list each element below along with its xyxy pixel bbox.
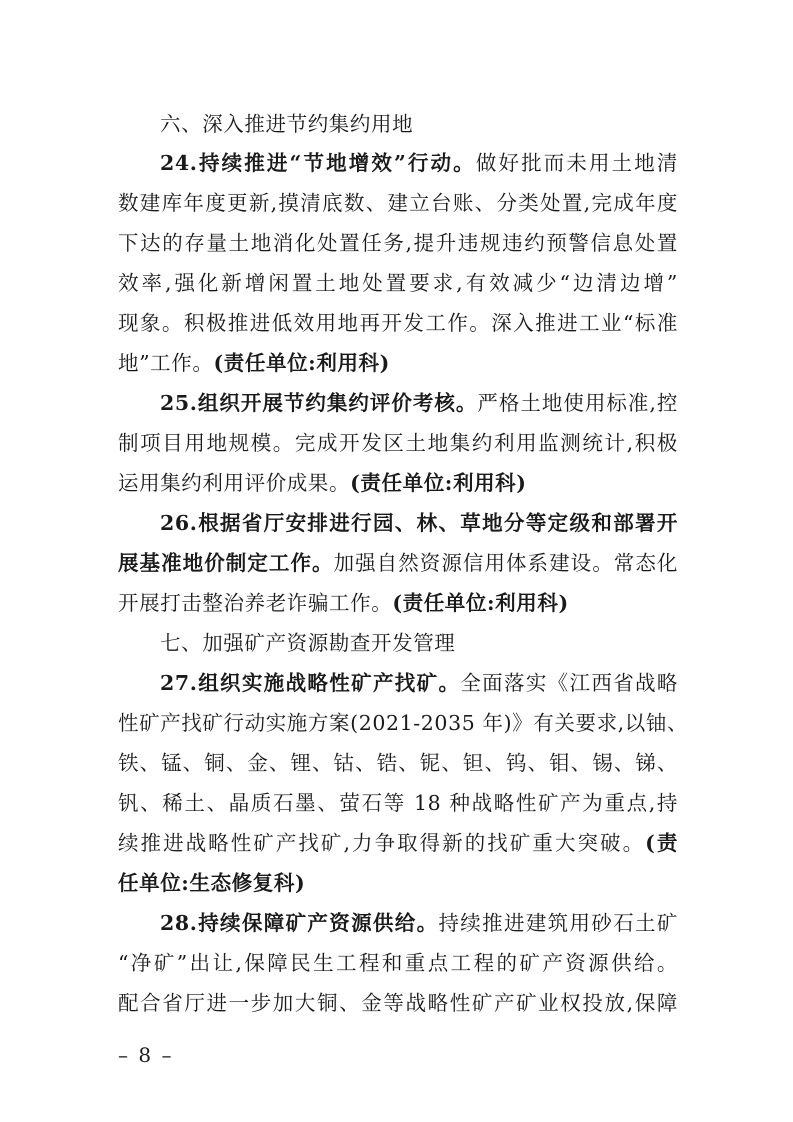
paragraph-24-line-1 [160,143,678,183]
paragraph-24-line-6 [118,343,678,383]
paragraph-27-text: 全面落实《江西省战略 [460,671,678,695]
paragraph-25-responsible-unit: (责任单位:利用科) [350,471,527,495]
paragraph-27-line-3: 铁、锰、铜、金、锂、钴、锆、铌、钽、钨、钼、锡、锑、 [118,751,678,775]
paragraph-24-title: 24.持续推进“节地增效”行动。 [160,151,476,175]
paragraph-27-title: 27.组织实施战略性矿产找矿。 [160,671,461,695]
paragraph-24-responsible-unit: (责任单位:利用科) [213,351,390,375]
paragraph-24-text: 做好批而未用土地清 [475,151,678,175]
paragraph-27-text-end: 续推进战略性矿产找矿,力争取得新的找矿重大突破。 [118,831,646,855]
paragraph-28-line-3: 配合省厅进一步加大铜、金等战略性矿产矿业权投放,保障 [118,991,678,1015]
paragraph-27-line-5 [118,823,678,863]
paragraph-24-text-end: 地”工作。 [118,351,214,375]
paragraph-27-line-4: 钒、稀土、晶质石墨、萤石等 18 种战略性矿产为重点,持 [118,791,678,815]
page-number: – 8 – [118,1043,174,1067]
paragraph-27-responsible-unit-start: (责 [645,831,678,855]
paragraph-25-text: 严格土地使用标准,控 [477,391,678,415]
paragraph-26-text-end: 开展打击整治养老诈骗工作。 [118,591,393,615]
paragraph-25-line-1 [160,383,678,423]
section-7-heading: 七、加强矿产资源勘查开发管理 [160,631,456,655]
section-6-heading: 六、深入推进节约集约用地 [160,112,414,136]
paragraph-27-line-1 [160,663,678,703]
paragraph-24-line-3: 下达的存量土地消化处置任务,提升违规违约预警信息处置 [118,231,678,255]
paragraph-24-line-2: 数建库年度更新,摸清底数、建立台账、分类处置,完成年度 [118,191,678,215]
paragraph-28-line-2: “净矿”出让,保障民生工程和重点工程的矿产资源供给。 [118,951,678,975]
paragraph-24-line-5: 现象。积极推进低效用地再开发工作。深入推进工业“标准 [118,311,678,335]
paragraph-26-responsible-unit: (责任单位:利用科) [392,591,569,615]
paragraph-28-title: 28.持续保障矿产资源供给。 [160,911,439,935]
paragraph-24-line-4: 效率,强化新增闲置土地处置要求,有效减少“边清边增” [118,271,678,295]
paragraph-26-title-end: 展基准地价制定工作。 [118,551,334,575]
paragraph-25-text-end: 运用集约利用评价成果。 [118,471,351,495]
paragraph-28-line-1 [160,903,678,943]
paragraph-25-title: 25.组织开展节约集约评价考核。 [160,391,478,415]
paragraph-26-title-line-1: 26.根据省厅安排进行园、林、草地分等定级和部署开 [160,511,678,535]
paragraph-25-line-3 [118,463,678,503]
paragraph-25-line-2: 制项目用地规模。完成开发区土地集约利用监测统计,积极 [118,431,678,455]
paragraph-26-line-3 [118,583,678,623]
paragraph-26-line-2 [118,543,678,583]
paragraph-26-text: 加强自然资源信用体系建设。常态化 [333,551,678,575]
paragraph-27-line-2: 性矿产找矿行动实施方案(2021-2035 年)》有关要求,以铀、 [118,711,689,735]
paragraph-28-text: 持续推进建筑用砂石土矿 [438,911,678,935]
paragraph-27-responsible-unit-end: 任单位:生态修复科) [118,871,306,895]
